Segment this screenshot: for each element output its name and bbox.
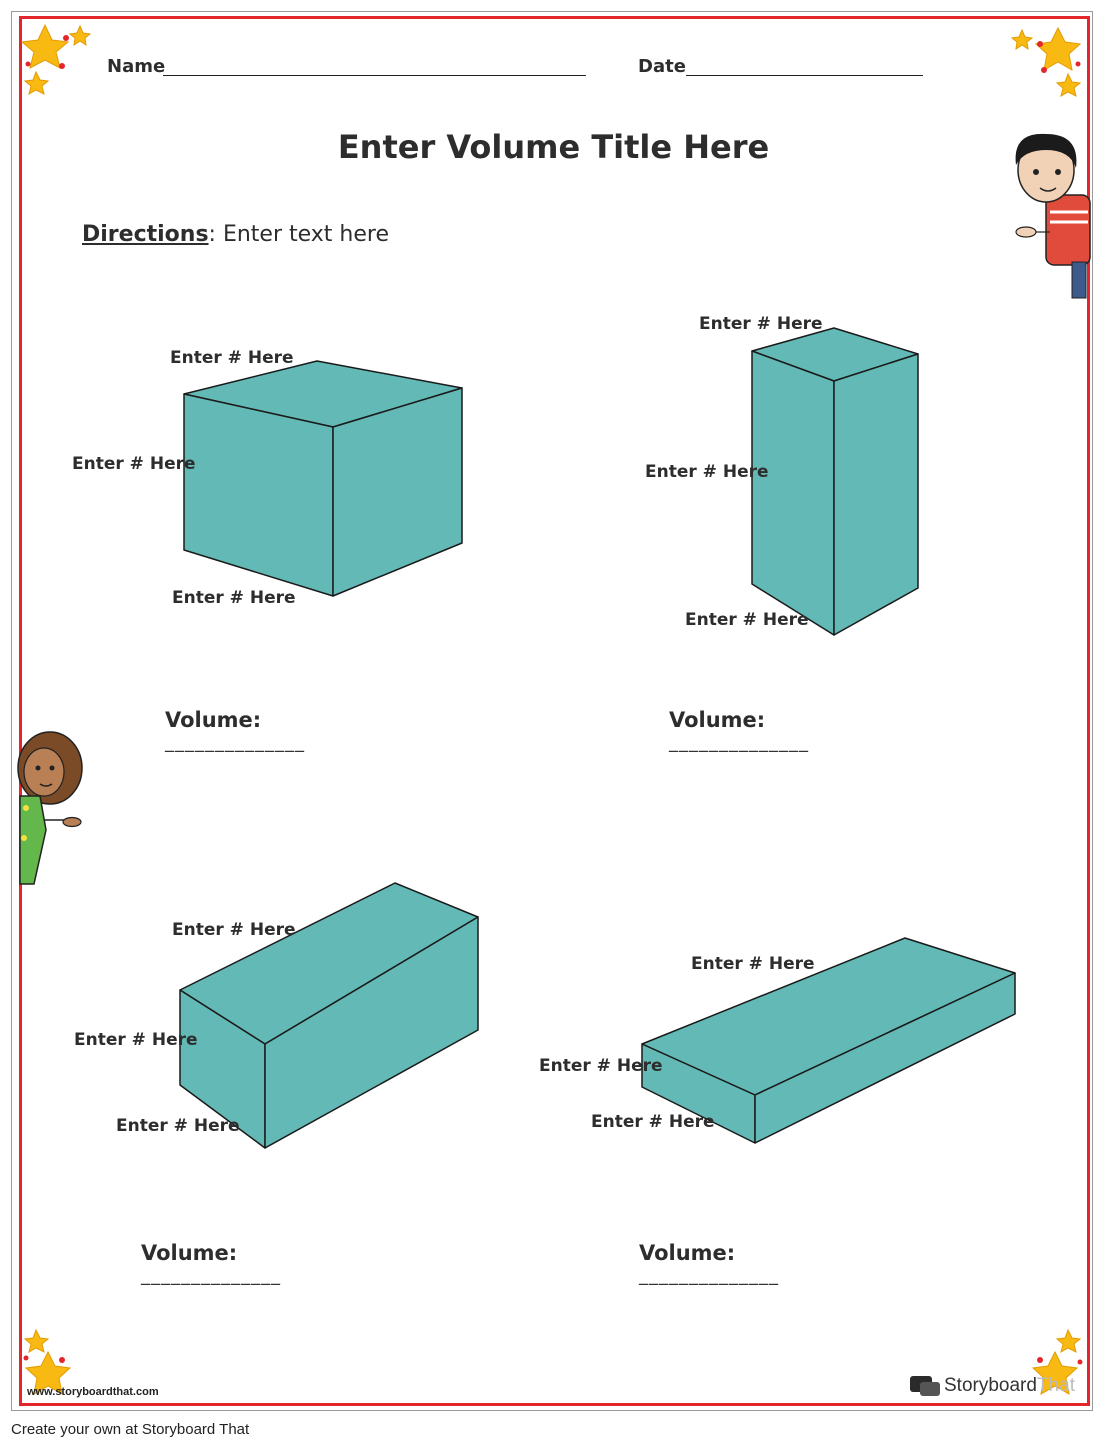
shape1-volume-label: Volume: (165, 708, 262, 732)
shape2-volume-blank[interactable]: ______________ (669, 732, 809, 753)
shape1-volume-blank[interactable]: ______________ (165, 732, 305, 753)
shape4-bottom-label[interactable]: Enter # Here (591, 1112, 715, 1132)
shape3-volume-label: Volume: (141, 1241, 238, 1265)
storyboard-logo (910, 1375, 1075, 1397)
prism-cube (184, 361, 462, 596)
prism-tall (752, 328, 918, 635)
star-cluster-top-right (1012, 28, 1080, 96)
shape2-volume-label: Volume: (669, 708, 766, 732)
directions-label: Directions (82, 222, 209, 247)
name-label: Name (107, 56, 166, 77)
shape4-volume-label: Volume: (639, 1241, 736, 1265)
date-label: Date (638, 56, 686, 77)
date-field[interactable] (686, 75, 923, 76)
shape4-top-label[interactable]: Enter # Here (691, 954, 815, 974)
worksheet-title[interactable]: Enter Volume Title Here (337, 128, 770, 166)
directions[interactable] (82, 222, 389, 247)
shape2-left-label[interactable]: Enter # Here (645, 462, 769, 482)
star-cluster-top-left (22, 25, 90, 94)
name-field[interactable] (163, 75, 586, 76)
shape1-bottom-label[interactable]: Enter # Here (172, 588, 296, 608)
shape2-top-label[interactable]: Enter # Here (699, 314, 823, 334)
shape1-top-label[interactable]: Enter # Here (170, 348, 294, 368)
shape4-left-label[interactable]: Enter # Here (539, 1056, 663, 1076)
shape4-volume-blank[interactable]: ______________ (639, 1265, 779, 1286)
shape3-left-label[interactable]: Enter # Here (74, 1030, 198, 1050)
footer-credit[interactable]: Create your own at Storyboard That (11, 1421, 250, 1438)
shape3-volume-blank[interactable]: ______________ (141, 1265, 281, 1286)
shape2-bottom-label[interactable]: Enter # Here (685, 610, 809, 630)
shape3-top-label[interactable]: Enter # Here (172, 920, 296, 940)
shape3-bottom-label[interactable]: Enter # Here (116, 1116, 240, 1136)
directions-text[interactable]: : Enter text here (208, 222, 389, 247)
logo-text: Storyboard (944, 1375, 1037, 1396)
girl-character-illustration (18, 732, 82, 884)
storyboard-url: www.storyboardthat.com (27, 1386, 159, 1398)
shape1-left-label[interactable]: Enter # Here (72, 454, 196, 474)
logo-text-light: That (1036, 1375, 1075, 1396)
